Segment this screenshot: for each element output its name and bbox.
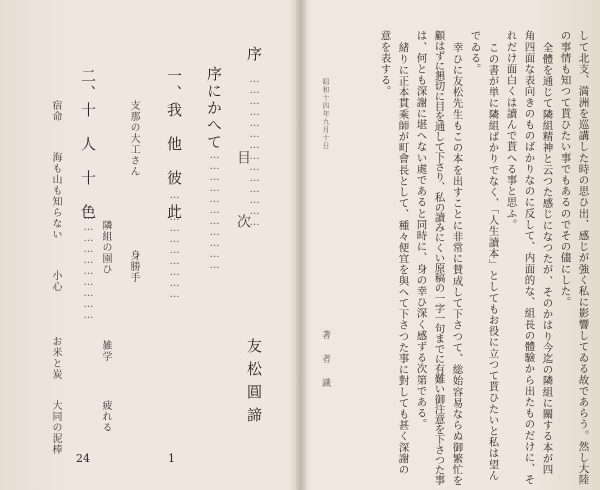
preface-line-7: でゐる。: [469, 30, 482, 75]
toc-preface-author: 友松圓諦: [245, 338, 263, 430]
toc-preface-intro-title: 序にかへて: [205, 66, 223, 151]
preface-line-5: れだけ面白くは讀んで貰へる事と思ふ。: [505, 30, 518, 230]
toc-chapter2-page: 24: [76, 452, 90, 465]
toc-chapter2-sub-2: 海も山も知らない: [50, 152, 61, 240]
toc-chapter2-leader: ……………………………: [83, 200, 94, 321]
preface-line-12: 意を表する。: [379, 30, 392, 97]
toc-chapter1-sub-3: 隣組の園ひ: [100, 220, 111, 275]
toc-chapter2-sub-4: お米と炭: [50, 336, 61, 380]
toc-chapter1-sub-2: 身勝手: [128, 250, 139, 283]
book-gutter: [296, 0, 306, 490]
toc-chapter1-leader: …………………………: [169, 190, 180, 300]
toc-chapter1-title: 一、我 他 彼 此: [165, 68, 183, 221]
toc-preface-title: 序: [245, 46, 263, 63]
preface-line-6: この書が単に隣組ばかりでなく、「人生讀本」としてもお役に立つて貰ひたいと私は望ん: [487, 42, 500, 481]
preface-line-11: 緒りに正本貫乘師が町會長として、種々便宜を與へて下さつた事に對しても甚く深謝の: [397, 42, 410, 475]
toc-preface-leader: ……………………………………: [249, 74, 260, 228]
preface-line-4: 角四面な表向きのものばかりなのに反して、内面的な、組長の體驗から出たものだけに、そ: [523, 30, 536, 486]
preface-date: 昭和十四年九月十日: [322, 78, 330, 150]
preface-line-1: して北支、満洲を巡講した時の思ひ出、感じが強く私に影響してゐる故であらう。然し大陸: [577, 30, 590, 486]
preface-line-10: は、何とも深謝に堪へない處であると同時に、身の幸ひ深く感ずる次第である。: [415, 30, 428, 430]
toc-preface-intro-leader: ……………………………: [209, 150, 220, 271]
preface-line-3: 全體を通じて隣組精神と云つた感じになつたが、そのかはり今迄の隣組に關する本が四: [541, 42, 554, 475]
toc-chapter2-sub-5: 大同の泥棒: [50, 400, 61, 455]
toc-chapter2-sub-1: 宿命: [50, 100, 61, 122]
preface-author-signature: 著 者 識: [320, 330, 330, 390]
toc-chapter1-page: 1: [168, 452, 175, 465]
contents-heading: 目 次: [235, 150, 251, 246]
left-page-toc: [0, 0, 296, 490]
preface-line-8: 幸ひに友松先生もこの本を出すことに非常に賛成して下さつて、総始容易ならぬ御繁忙を: [451, 42, 464, 486]
toc-chapter2-sub-3: 小心: [50, 270, 61, 292]
preface-line-2: の事情も知つて貰ひたい事でもあるのでその儘にした。: [559, 30, 572, 308]
toc-chapter1-sub-5: 疲れる: [100, 400, 111, 433]
toc-chapter1-sub-1: 支那の大工さん: [128, 100, 139, 177]
toc-chapter2-title: 二、十 人 十 色: [79, 68, 97, 221]
toc-chapter1-sub-4: 雑学: [100, 340, 111, 362]
preface-line-9: 顧はずに懇切に目を通して下さり、私の讀みにくい原稿の一字一句までに有難い御注意を下さつた事: [433, 30, 446, 485]
